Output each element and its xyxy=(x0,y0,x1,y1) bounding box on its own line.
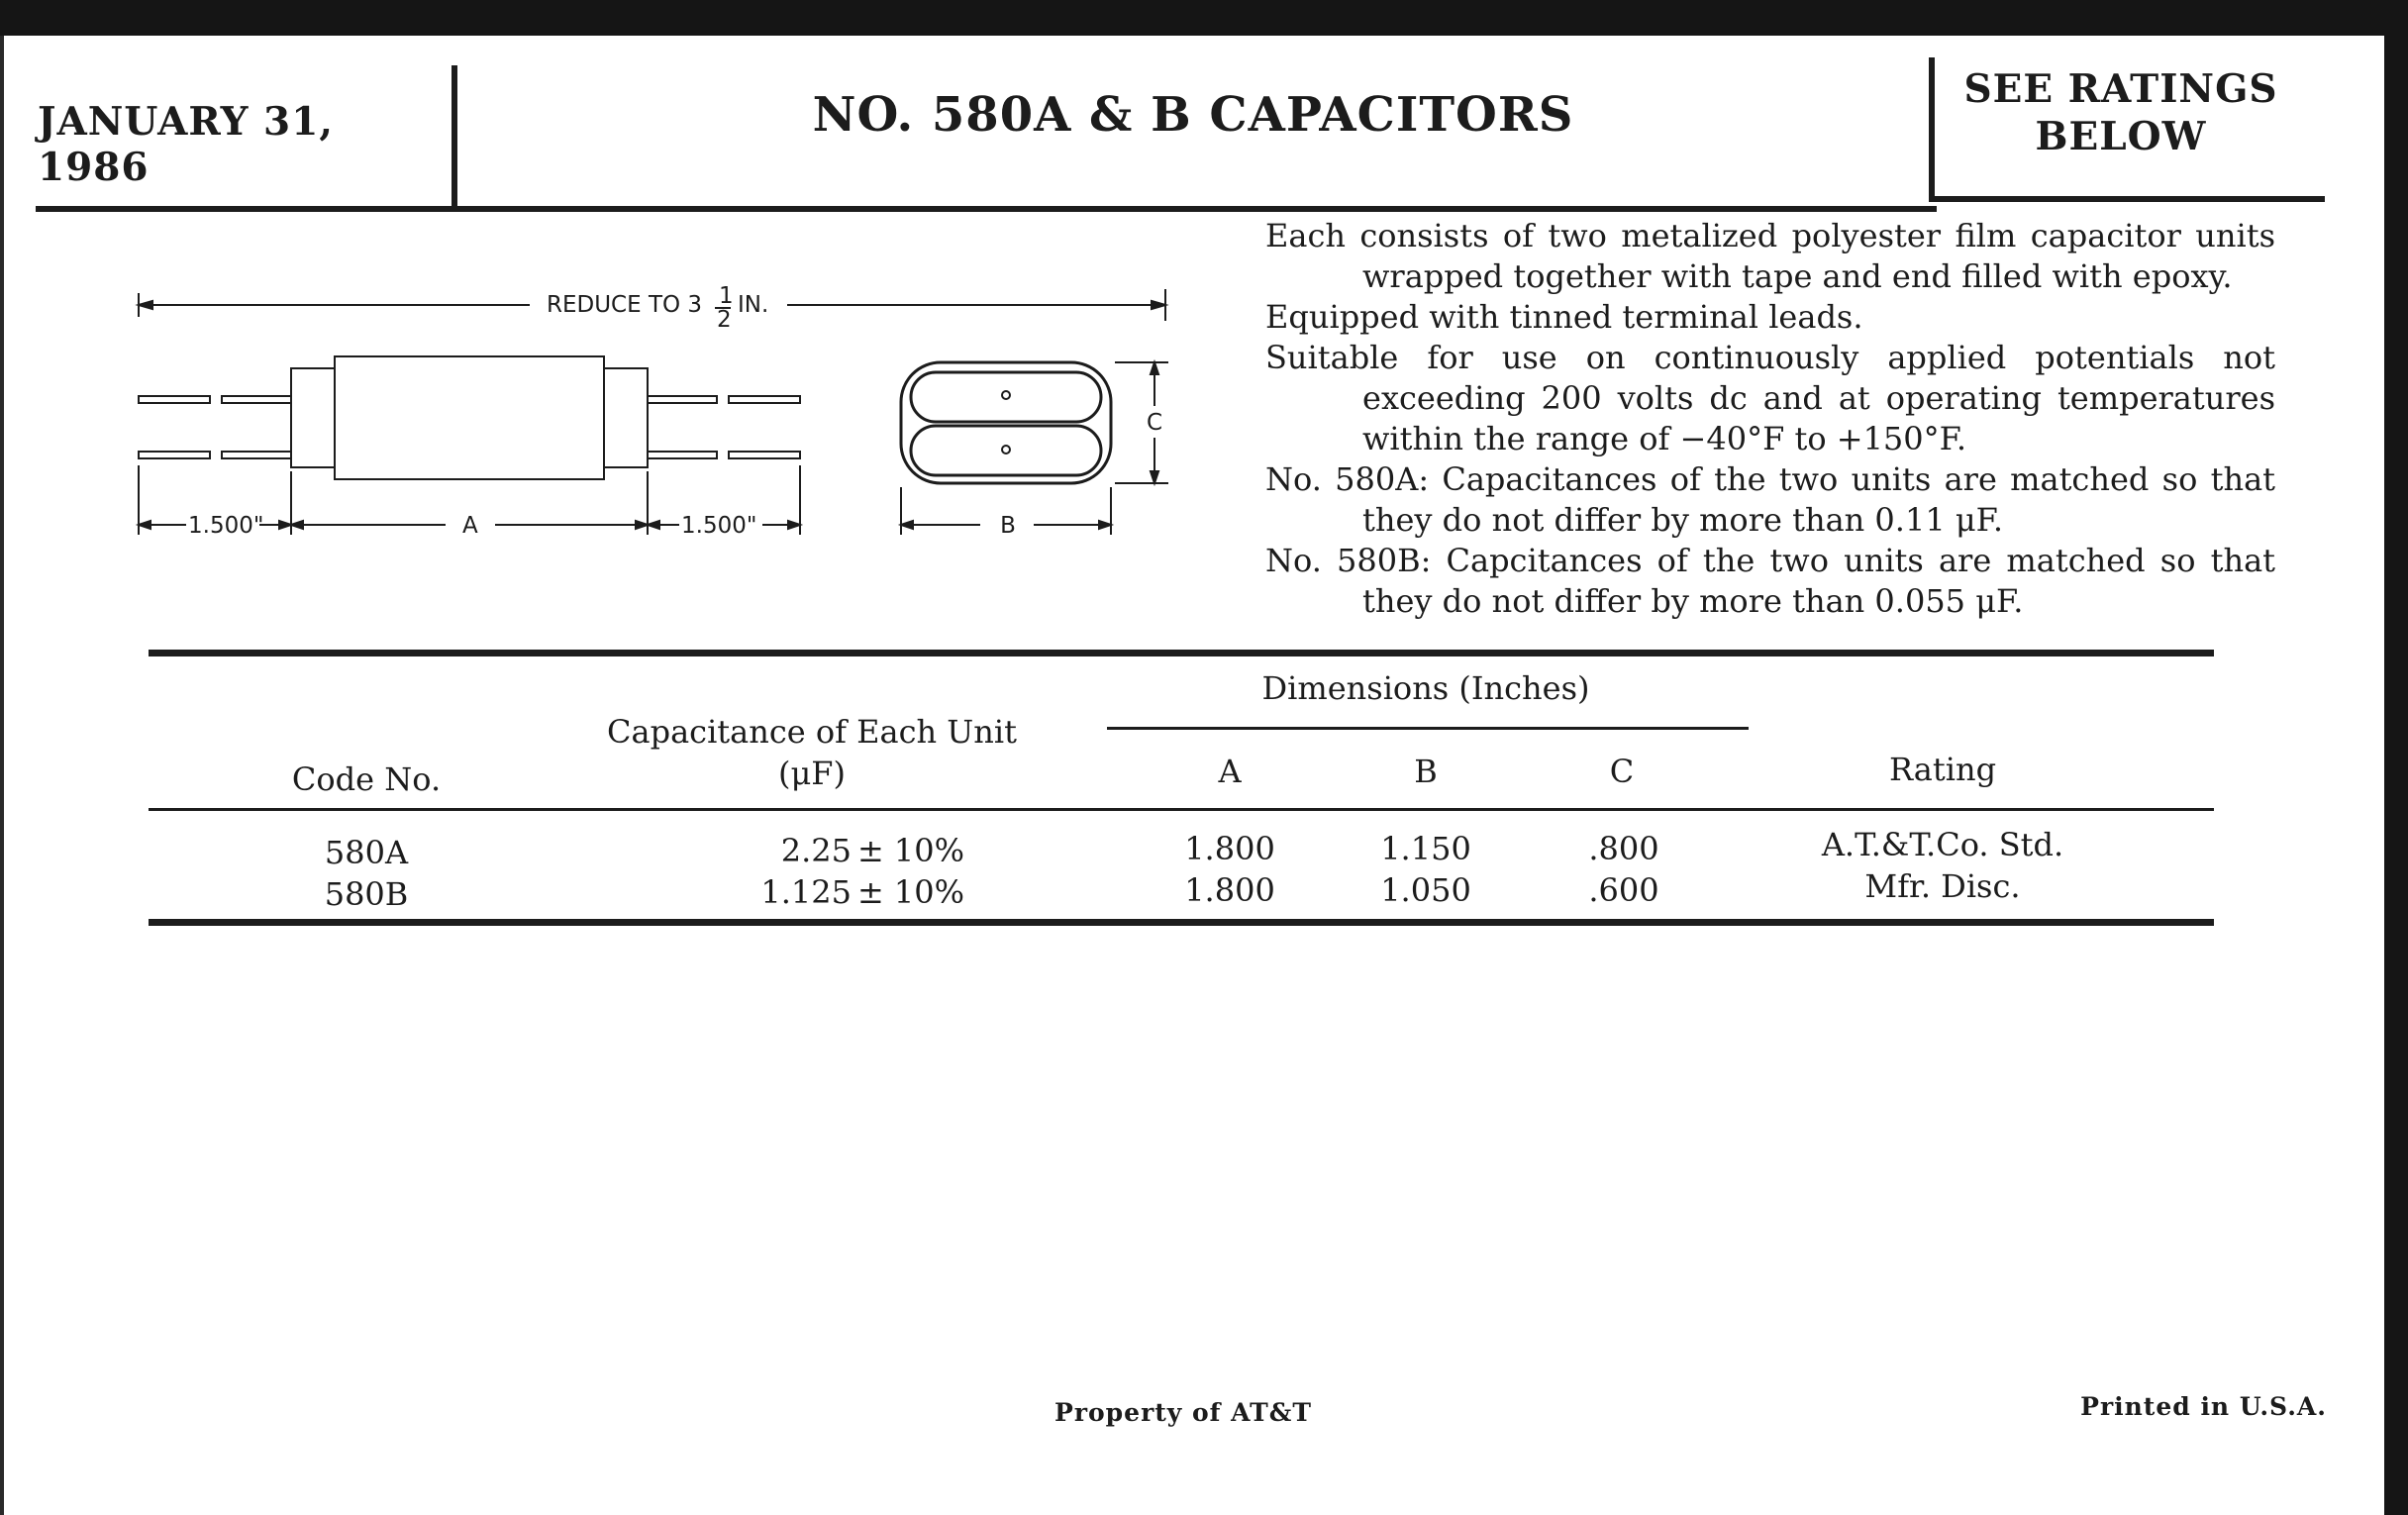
end-view-lead-top xyxy=(1002,391,1010,399)
reduce-label: REDUCE TO 3 xyxy=(547,292,703,318)
column-header-b: B xyxy=(1414,753,1438,790)
table-cell-c: .800 xyxy=(1588,830,1659,867)
table-header-rule xyxy=(149,808,2214,811)
see-ratings-note xyxy=(1933,65,2309,160)
table-cell-capacitance: 1.125 xyxy=(760,873,852,911)
table-cell-capacitance: 2.25 xyxy=(780,832,852,869)
capacitor-end-cap-right xyxy=(604,368,648,467)
lead-length-left-label: 1.500" xyxy=(188,513,264,539)
description-paragraph: Suitable for use on continuously applied potentials not exceeding 200 volts dc and at operating temperatures within the range of −40°F to +150°F. xyxy=(1265,339,2275,457)
table-cell-tolerance: ± 10% xyxy=(856,873,965,911)
table-cell-code: 580B xyxy=(324,875,409,913)
end-view-unit-top xyxy=(911,372,1101,422)
column-header-rating: Rating xyxy=(1888,751,1997,788)
reduce-fraction-numerator: 1 xyxy=(719,283,734,309)
table-cell-b: 1.050 xyxy=(1380,871,1471,909)
lead-length-right-label: 1.500" xyxy=(681,513,757,539)
table-cell-a: 1.800 xyxy=(1184,830,1275,867)
lead-right-top-outer xyxy=(729,396,800,403)
dimensions-group-rule xyxy=(1107,727,1749,730)
capacitor-body xyxy=(335,356,604,479)
lead-right-bottom-inner xyxy=(648,452,717,458)
dimensions-group-header: Dimensions (Inches) xyxy=(1261,669,1590,707)
table-cell-code: 580A xyxy=(324,834,409,871)
table-cell-a: 1.800 xyxy=(1184,871,1275,909)
description-paragraph: Each consists of two metalized polyester film capacitor units wrapped together with tape and end filled with epoxy. xyxy=(1265,217,2275,295)
dimension-b-label: B xyxy=(1000,513,1016,539)
header-rule-left xyxy=(36,206,1937,212)
reduce-fraction-denominator: 2 xyxy=(717,307,732,333)
reduce-unit: IN. xyxy=(738,292,769,318)
table-bottom-rule xyxy=(149,919,2214,926)
see-ratings-line2: BELOW xyxy=(2035,114,2207,159)
overall-dim-arrow-right xyxy=(1152,301,1165,309)
lead-left-top-outer xyxy=(139,396,210,403)
overall-dim-arrow-left xyxy=(139,301,152,309)
description-paragraph: No. 580B: Capcitances of the two units are matched so that they do not differ by more than 0.055 μF. xyxy=(1265,542,2275,620)
column-header-code: Code No. xyxy=(291,760,442,798)
footer-printed: Printed in U.S.A. xyxy=(2080,1392,2327,1421)
table-cell-tolerance: ± 10% xyxy=(856,832,965,869)
capacitance-header-line1: Capacitance of Each Unit xyxy=(607,713,1017,751)
header-rule-right xyxy=(1929,196,2325,202)
description-paragraph: No. 580A: Capacitances of the two units are matched so that they do not differ by more than 0.11 μF. xyxy=(1265,460,2275,539)
scan-border-left xyxy=(0,36,4,1515)
table-cell-rating: A.T.&T.Co. Std. xyxy=(1821,826,2064,863)
column-header-a: A xyxy=(1218,753,1242,790)
column-header-c: C xyxy=(1609,753,1635,790)
dimension-a-label: A xyxy=(462,513,478,539)
lead-left-top-inner xyxy=(222,396,291,403)
lead-left-bottom-outer xyxy=(139,452,210,458)
capacitor-end-cap-left xyxy=(291,368,335,467)
dimension-c-label: C xyxy=(1147,410,1163,436)
description-block xyxy=(1265,216,2275,622)
end-view-lead-bottom xyxy=(1002,446,1010,454)
table-cell-rating: Mfr. Disc. xyxy=(1864,867,2021,905)
table-cell-b: 1.150 xyxy=(1380,830,1471,867)
footer-property: Property of AT&T xyxy=(1054,1398,1312,1427)
table-cell-c: .600 xyxy=(1588,871,1659,909)
see-ratings-line1: SEE RATINGS xyxy=(1963,66,2278,112)
end-view-unit-bottom xyxy=(911,426,1101,475)
lead-right-bottom-outer xyxy=(729,452,800,458)
page-title: NO. 580A & B CAPACITORS xyxy=(812,87,1574,143)
capacitor-drawing xyxy=(119,267,1208,564)
column-header-capacitance xyxy=(554,713,1069,792)
lead-right-top-inner xyxy=(648,396,717,403)
description-paragraph: Equipped with tinned terminal leads. xyxy=(1265,298,1863,336)
scan-border-top xyxy=(0,0,2408,36)
document-date: JANUARY 31, 1986 xyxy=(38,99,334,190)
scan-border-right xyxy=(2384,0,2408,1515)
lead-left-bottom-inner xyxy=(222,452,291,458)
capacitance-header-line2: (μF) xyxy=(778,755,846,792)
table-top-rule xyxy=(149,650,2214,656)
